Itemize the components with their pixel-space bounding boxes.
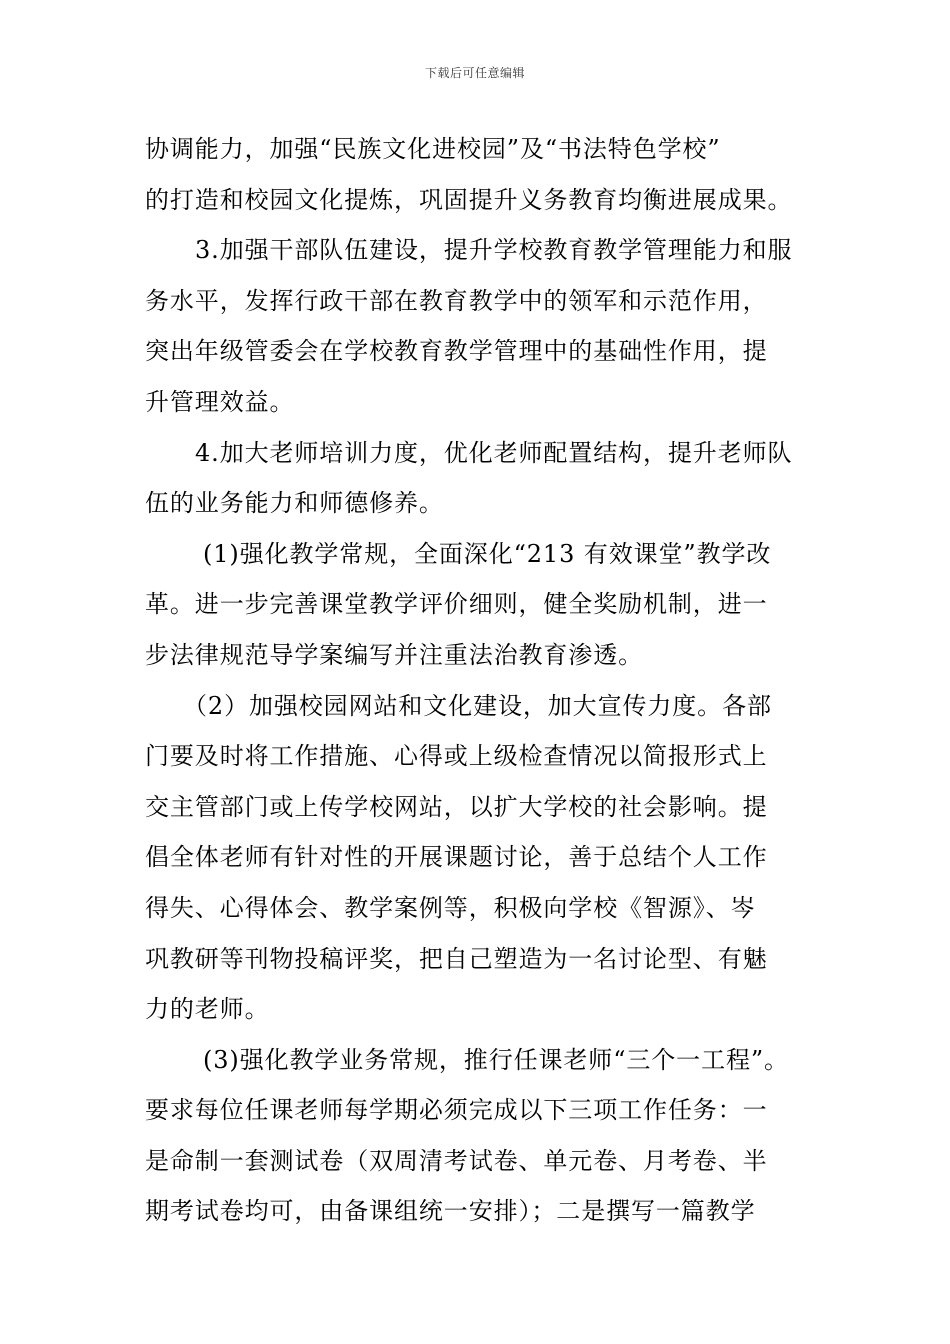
- text-line: 是命制一套测试卷（双周清考试卷、单元卷、月考卷、半: [145, 1146, 768, 1175]
- text-line: 要求每位任课老师每学期必须完成以下三项工作任务：一: [145, 1096, 768, 1125]
- page-header: 下载后可任意编辑: [424, 66, 525, 80]
- text-line: 交主管部门或上传学校网站，以扩大学校的社会影响。提: [145, 792, 768, 821]
- text-line: 巩教研等刊物投稿评奖，把自己塑造为一名讨论型、有魅: [145, 944, 768, 973]
- paragraph-start-line: (3)强化教学业务常规，推行任课老师“三个一工程”。: [203, 1045, 789, 1074]
- paragraph-start-line: (1)强化教学常规，全面深化“213 有效课堂”教学改: [203, 539, 772, 568]
- text-line: 倡全体老师有针对性的开展课题讨论，善于总结个人工作: [145, 843, 768, 872]
- text-line: 得失、心得体会、教学案例等，积极向学校《智源》、岑: [145, 893, 756, 922]
- text-line: 升管理效益。: [145, 387, 295, 416]
- text-line: 步法律规范导学案编写并注重法治教育渗透。: [145, 640, 643, 669]
- paragraph-start-line: 4.加大老师培训力度，优化老师配置结构，提升老师队: [195, 438, 793, 467]
- paragraph-start-line: 3.加强干部队伍建设，提升学校教育教学管理能力和服: [195, 236, 793, 265]
- text-line: 力的老师。: [145, 995, 270, 1024]
- text-line: 门要及时将工作措施、心得或上级检查情况以简报形式上: [145, 742, 768, 771]
- text-line: 伍的业务能力和师德修养。: [145, 489, 444, 518]
- text-line: 的打造和校园文化提炼，巩固提升义务教育均衡进展成果。: [145, 185, 793, 214]
- text-line: 务水平，发挥行政干部在教育教学中的领军和示范作用，: [145, 286, 768, 315]
- document-body: [145, 124, 815, 1237]
- text-line: 期考试卷均可，由备课组统一安排）；二是撰写一篇教学: [145, 1197, 756, 1226]
- text-line: 革。进一步完善课堂教学评价细则，健全奖励机制，进一: [145, 590, 768, 619]
- text-line: 突出年级管委会在学校教育教学管理中的基础性作用，提: [145, 337, 768, 366]
- text-line: 协调能力，加强“民族文化进校园”及“书法特色学校”: [145, 135, 721, 163]
- paragraph-start-line: （2）加强校园网站和文化建设，加大宣传力度。各部: [183, 691, 772, 720]
